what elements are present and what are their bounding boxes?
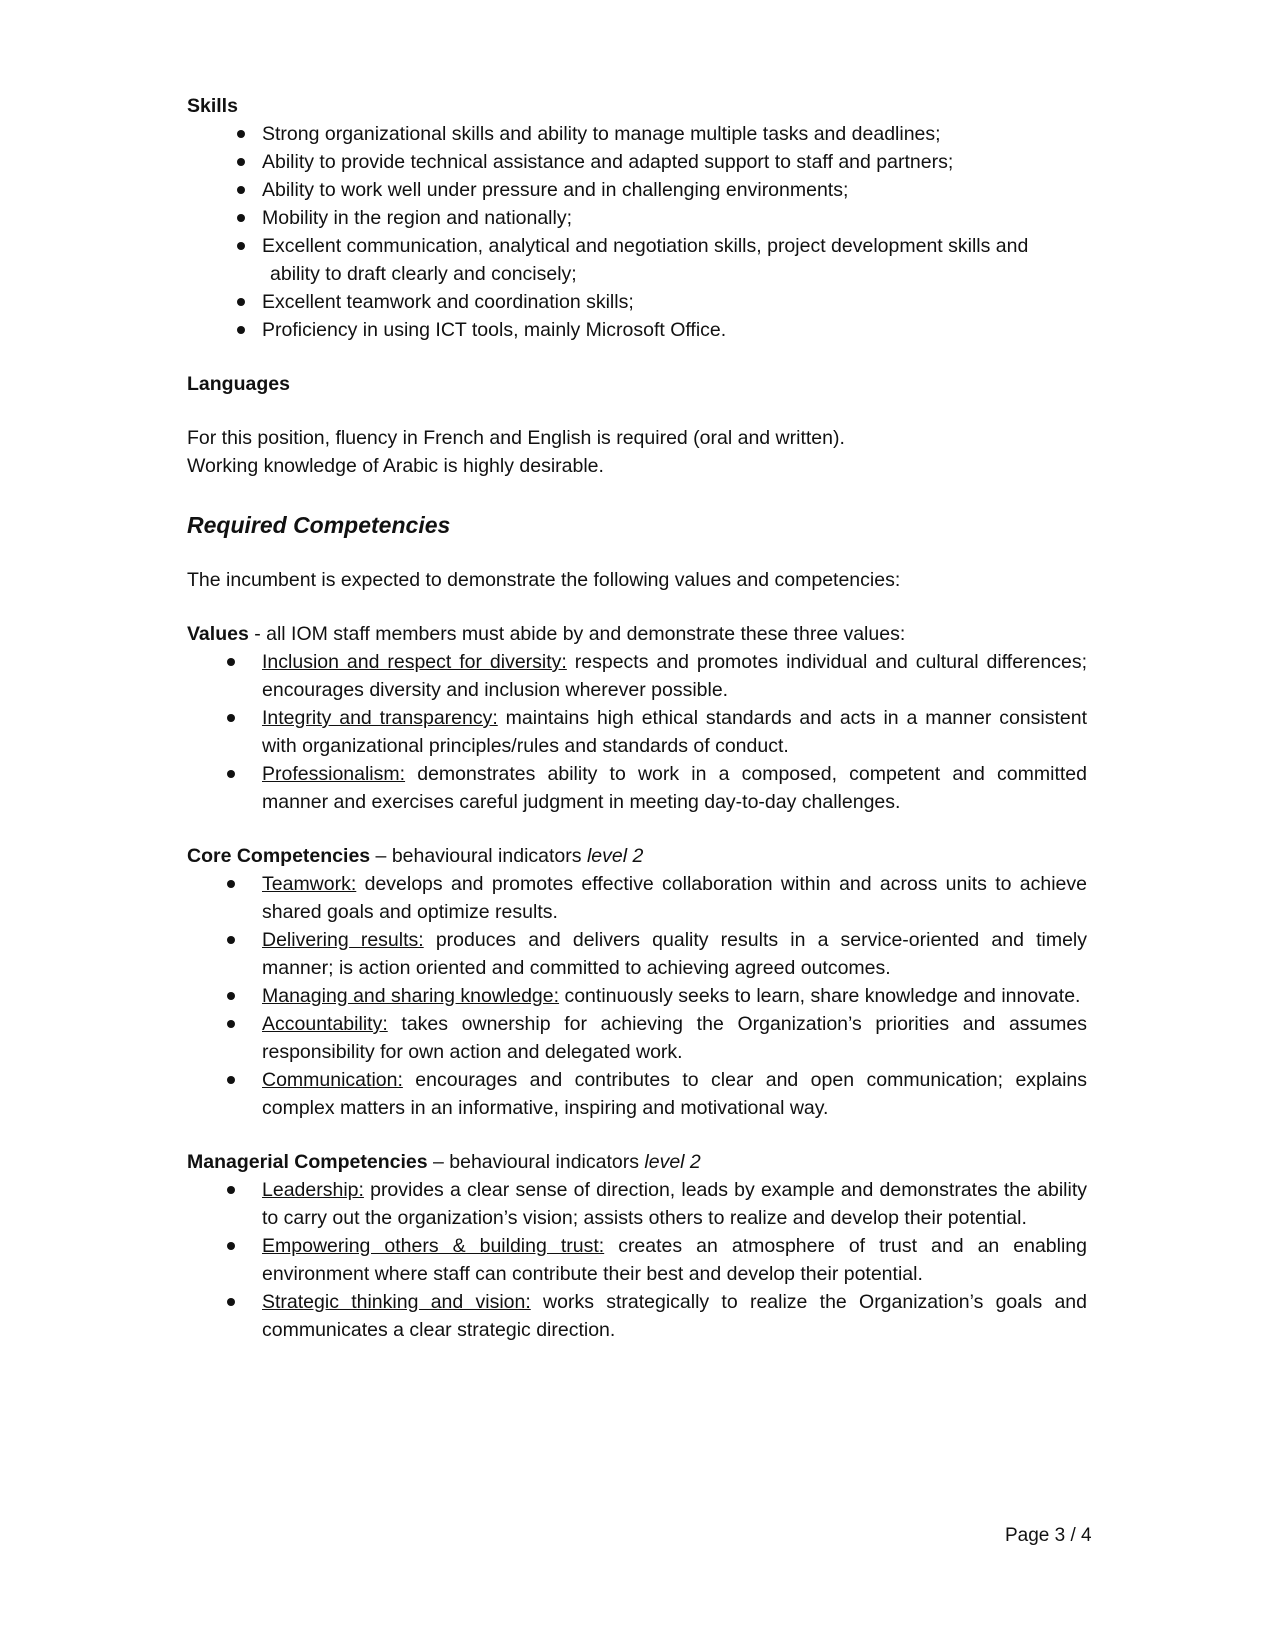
values-desc: - all IOM staff members must abide by and demonstrate these three values:	[248, 623, 906, 645]
skills-heading: Skills	[187, 95, 238, 117]
skill-text: Mobility in the region and nationally;	[262, 207, 573, 229]
skill-text: Strong organizational skills and ability to manage multiple tasks and deadlines;	[262, 123, 941, 145]
languages-line-2: Working knowledge of Arabic is highly desirable.	[187, 455, 604, 477]
competency-text: develops and promotes effective collaboration within and across units to achieve shared goals and optimize results.	[262, 873, 1087, 923]
competency-term: Professionalism:	[262, 763, 406, 785]
managerial-title: Managerial Competencies	[187, 1151, 428, 1173]
skill-text-continued: ability to draft clearly and concisely;	[270, 263, 577, 285]
list-item	[187, 148, 1087, 176]
competency-term: Teamwork:	[262, 873, 357, 895]
competency-text: produces and delivers quality results in a service-oriented and timely manner; is action oriented and committed to achieving agreed outcomes.	[262, 929, 1087, 979]
competency-term: Integrity and transparency:	[262, 707, 498, 729]
bullet-icon	[237, 186, 245, 194]
skill-text: Proficiency in using ICT tools, mainly Microsoft Office.	[262, 319, 727, 341]
core-level: level 2	[586, 845, 644, 867]
bullet-icon	[227, 936, 235, 944]
competency-term: Delivering results:	[262, 929, 424, 951]
list-item	[187, 926, 1087, 982]
managerial-competencies-list	[187, 1176, 1087, 1344]
competency-term: Communication:	[262, 1069, 403, 1091]
competency-text: continuously seeks to learn, share knowledge and innovate.	[559, 985, 1081, 1007]
competency-text: takes ownership for achieving the Organization’s priorities and assumes responsibility for own action and delegated work.	[262, 1013, 1087, 1063]
competency-text: encourages and contributes to clear and open communication; explains complex matters in an informative, inspiring and motivational way.	[262, 1069, 1087, 1119]
values-list	[187, 648, 1087, 816]
skill-text: Excellent communication, analytical and negotiation skills, project development skills and	[262, 235, 1029, 257]
competency-text: demonstrates ability to work in a composed, competent and committed manner and exercises careful judgment in meeting day-to-day challenges.	[262, 763, 1087, 813]
list-item	[187, 120, 1087, 148]
bullet-icon	[227, 1186, 235, 1194]
list-item	[187, 982, 1087, 1010]
list-item	[187, 704, 1087, 760]
core-desc: – behavioural indicators	[370, 845, 587, 867]
competency-term: Inclusion and respect for diversity:	[262, 651, 567, 673]
competency-term: Managing and sharing knowledge:	[262, 985, 560, 1007]
bullet-icon	[237, 298, 245, 306]
list-item	[187, 1176, 1087, 1232]
skills-list	[187, 120, 1087, 344]
core-competencies-list	[187, 870, 1087, 1122]
managerial-desc: – behavioural indicators	[427, 1151, 645, 1173]
list-item	[187, 1288, 1087, 1344]
bullet-icon	[237, 214, 245, 222]
bullet-icon	[237, 326, 245, 334]
bullet-icon	[227, 770, 235, 778]
languages-line-1: For this position, fluency in French and English is required (oral and written).	[187, 427, 845, 449]
list-item	[187, 176, 1087, 204]
competencies-heading: Required Competencies	[187, 512, 451, 538]
list-item	[187, 1232, 1087, 1288]
core-title: Core Competencies	[187, 845, 371, 867]
list-item	[187, 316, 1087, 344]
languages-heading: Languages	[187, 373, 290, 395]
page-number: Page 3 / 4	[1005, 1525, 1092, 1546]
skill-text: Ability to provide technical assistance and adapted support to staff and partners;	[262, 151, 954, 173]
bullet-icon	[237, 130, 245, 138]
core-competencies-heading	[187, 842, 1087, 870]
bullet-icon	[227, 1298, 235, 1306]
bullet-icon	[227, 992, 235, 1000]
page-content	[187, 92, 1087, 1344]
managerial-competencies-heading	[187, 1148, 1087, 1176]
list-item	[187, 288, 1087, 316]
list-item	[187, 232, 1087, 288]
managerial-level: level 2	[644, 1151, 701, 1173]
bullet-icon	[227, 1242, 235, 1250]
competency-text: works strategically to realize the Organization’s goals and communicates a clear strategic direction.	[262, 1291, 1087, 1341]
values-title: Values	[187, 623, 249, 645]
list-item	[187, 1066, 1087, 1122]
competency-term: Empowering others & building trust:	[262, 1235, 605, 1257]
values-heading	[187, 620, 1087, 648]
bullet-icon	[237, 242, 245, 250]
competencies-intro: The incumbent is expected to demonstrate the following values and competencies:	[187, 569, 901, 591]
bullet-icon	[227, 1076, 235, 1084]
skill-text: Ability to work well under pressure and in challenging environments;	[262, 179, 849, 201]
competency-term: Strategic thinking and vision:	[262, 1291, 531, 1313]
competency-text: respects and promotes individual and cultural differences; encourages diversity and inclusion wherever possible.	[262, 651, 1087, 701]
bullet-icon	[227, 714, 235, 722]
list-item	[187, 648, 1087, 704]
list-item	[187, 1010, 1087, 1066]
bullet-icon	[227, 880, 235, 888]
bullet-icon	[237, 158, 245, 166]
list-item	[187, 204, 1087, 232]
list-item	[187, 760, 1087, 816]
competency-term: Leadership:	[262, 1179, 364, 1201]
competency-text: creates an atmosphere of trust and an enabling environment where staff can contribute their best and develop their potential.	[262, 1235, 1087, 1285]
list-item	[187, 870, 1087, 926]
bullet-icon	[227, 1020, 235, 1028]
bullet-icon	[227, 658, 235, 666]
competency-text: maintains high ethical standards and acts in a manner consistent with organizational principles/rules and standards of conduct.	[262, 707, 1087, 757]
competency-term: Accountability:	[262, 1013, 388, 1035]
skill-text: Excellent teamwork and coordination skills;	[262, 291, 634, 313]
competency-text: provides a clear sense of direction, leads by example and demonstrates the ability to carry out the organization’s vision; assists others to realize and develop their potential.	[262, 1179, 1087, 1229]
